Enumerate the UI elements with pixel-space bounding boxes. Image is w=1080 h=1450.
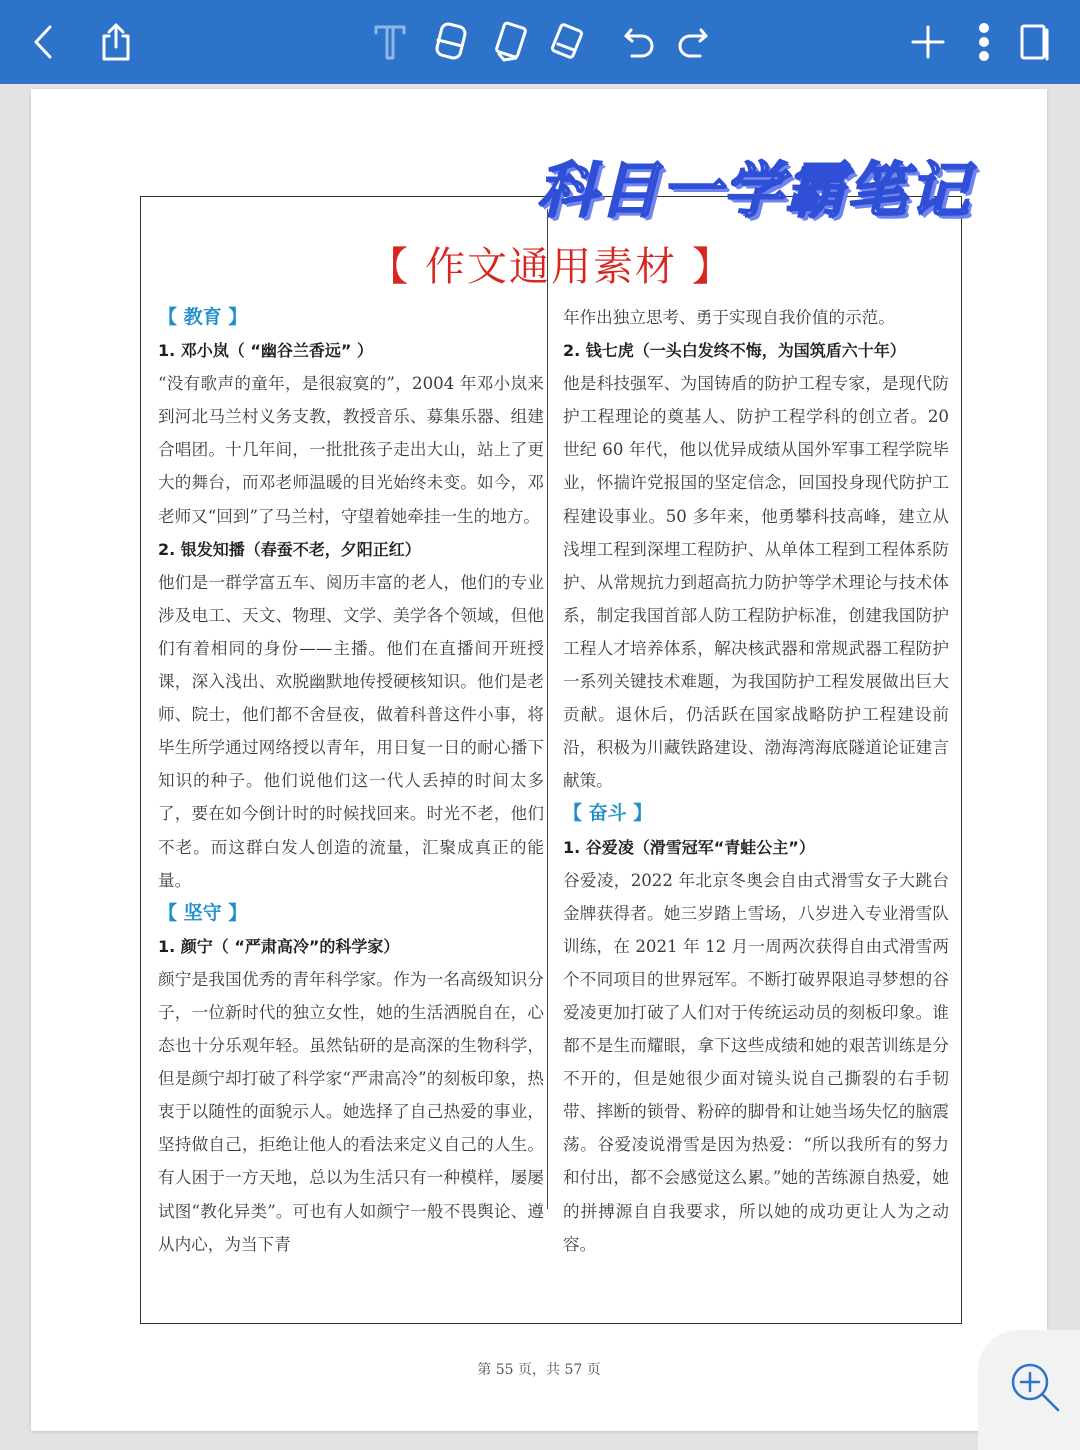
page-view-button[interactable]	[1006, 14, 1062, 70]
back-button[interactable]	[16, 14, 72, 70]
paragraph: 谷爱凌，2022 年北京冬奥会自由式滑雪女子大跳台金牌获得者。她三岁踏上雪场，八岁进入专业滑雪队训练，在 2021 年 12 月一周两次获得自由式滑雪两个不同项目的世界冠军。不断打破界限追寻梦想的谷爱凌更加打破了人们对于传统运动员的刻板印象。谁都不是生而耀眼，拿下这些成绩和她的艰苦训练是分不开的，但是她很少面对镜头说自己撕裂的右手韧带、摔断的锁骨、粉碎的脚骨和让她当场失忆的脑震荡。谷爱凌说滑雪是因为热爱：“所以我所有的努力和付出，都不会感觉这么累。”她的苦练源自热爱，她的拼搏源自自我要求，所以她的成功更让人为之动容。	[563, 870, 949, 1254]
document-page	[31, 89, 1047, 1431]
eraser-tool-icon	[432, 20, 472, 64]
section-heading: 【 坚守 】	[158, 901, 248, 924]
page-title: 【 作文通用素材 】	[368, 244, 734, 290]
notes-banner: 科目一学霸笔记	[537, 156, 971, 226]
zoom-in-icon	[1008, 1360, 1064, 1416]
paragraph: 他是科技强军、为国铸盾的防护工程专家，是现代防护工程理论的奠基人、防护工程学科的创立者。20 世纪 60 年代，他以优异成绩从国外军事工程学院毕业，怀揣许党报国的坚定信念，回国投身现代防护工程建设事业。50 多年来，他勇攀科技高峰，建立从浅埋工程到深埋工程防护、从单体工程到工程体系防护、从常规抗力到超高抗力防护等学术理论与技术体系，制定我国首部人防工程防护标准，创建我国防护工程人才培养体系，解决核武器和常规武器工程防护一系列关键技术难题，为我国防护工程发展做出巨大贡献。退休后，仍活跃在国家战略防护工程建设前沿，积极为川藏铁路建设、渤海湾海底隧道论证建言献策。	[563, 374, 949, 791]
top-toolbar	[0, 0, 1080, 84]
undo-icon	[622, 24, 658, 60]
section-heading: 【 教育 】	[158, 306, 248, 328]
subheading: 1. 邓小岚（ “幽谷兰香远” ）	[158, 341, 373, 361]
more-button[interactable]	[956, 14, 1012, 70]
paragraph: “没有歌声的童年，是很寂寞的”，2004 年邓小岚来到河北马兰村义务支教，教授音乐、募集乐器、组建合唱团。十几年间，一批批孩子走出大山，站上了更大的舞台，而邓老师温暖的目光始终未变。如今，邓老师又“回到”了马兰村，守望着她牵挂一生的地方。	[158, 374, 544, 526]
zoom-button[interactable]	[978, 1330, 1080, 1450]
more-icon	[974, 22, 994, 62]
page-number: 第 55 页，共 57 页	[477, 1362, 601, 1378]
share-icon	[99, 22, 133, 62]
text-tool-icon	[373, 22, 407, 62]
highlighter-tool-button[interactable]	[484, 14, 540, 70]
subheading: 2. 钱七虎（一头白发终不悔，为国筑盾六十年）	[563, 341, 906, 361]
redo-button[interactable]	[664, 14, 720, 70]
paragraph: 他们是一群学富五车、阅历丰富的老人，他们的专业涉及电工、天文、物理、文学、美学各个领域，但他们有着相同的身份——主播。他们在直播间开班授课，深入浅出、欢脱幽默地传授硬核知识。他们是老师、院士，他们都不舍昼夜，做着科普这件小事，将毕生所学通过网络授以青年，用日复一日的耐心播下知识的种子。他们说他们这一代人丢掉的时间太多了，要在如今倒计时的时候找回来。时光不老，他们不老。而这群白发人创造的流量，汇聚成真正的能量。	[158, 572, 544, 890]
undo-button[interactable]	[612, 14, 668, 70]
subheading: 2. 银发知播（春蚕不老，夕阳正红）	[158, 539, 421, 559]
lasso-tool-button[interactable]	[540, 14, 596, 70]
subheading: 1. 谷爱凌（滑雪冠军“青蛙公主”）	[563, 837, 815, 857]
lasso-tool-icon	[548, 20, 588, 64]
eraser-tool-button[interactable]	[424, 14, 480, 70]
section-heading: 【 奋斗 】	[563, 802, 653, 825]
text-tool-button[interactable]	[362, 14, 418, 70]
add-button[interactable]	[900, 14, 956, 70]
add-icon	[910, 24, 946, 60]
back-icon	[29, 24, 59, 60]
highlighter-tool-icon	[492, 20, 532, 64]
subheading: 1. 颜宁（ “严肃高冷”的科学家）	[158, 936, 400, 956]
redo-icon	[674, 24, 710, 60]
paragraph: 颜宁是我国优秀的青年科学家。作为一名高级知识分子，一位新时代的独立女性，她的生活洒脱自在，心态也十分乐观年轻。虽然钻研的是高深的生物科学，但是颜宁却打破了科学家“严肃高冷”的刻板印象，热衷于以随性的面貌示人。她选择了自己热爱的事业，坚持做自己，拒绝让他人的看法来定义自己的人生。有人困于一方天地，总以为生活只有一种模样，屡屡试图“教化异类”。可也有人如颜宁一般不畏舆论、遵从内心，为当下青	[158, 969, 544, 1254]
paragraph: 年作出独立思考、勇于实现自我价值的示范。	[563, 308, 895, 327]
right-column	[563, 301, 949, 1261]
share-button[interactable]	[88, 14, 144, 70]
column-divider	[547, 209, 548, 1209]
page-view-icon	[1018, 22, 1050, 62]
left-column	[158, 301, 544, 1261]
